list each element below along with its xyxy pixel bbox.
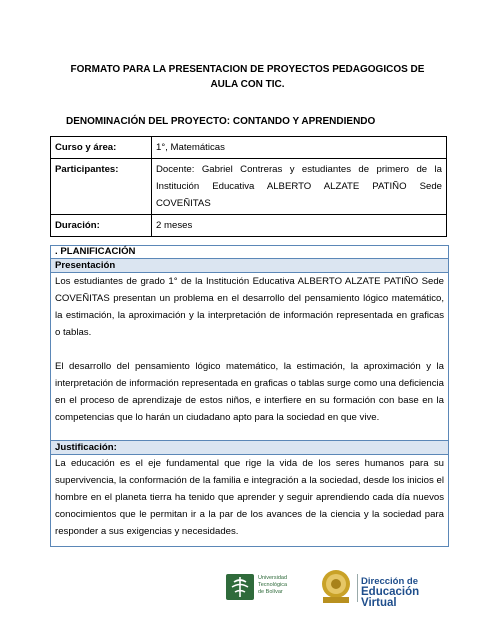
course-label: Curso y área: [51, 137, 152, 159]
presentation-paragraph-1: Los estudiantes de grado 1° de la Institución Educativa ALBERTO ALZATE PATIÑO Sede COVEÑITAS presentan un problema en el desarrollo del pensamiento lógico matemático, la estimación, la aproximación y la interpretación de información representada en graficas o tablas. [55, 276, 444, 338]
participants-value: Docente: Gabriel Contreras y estudiantes de primero de la Institución Educativa ALBERTO ALZATE PATIÑO Sede COVEÑITAS [152, 159, 447, 215]
participants-label: Participantes: [51, 159, 152, 215]
presentation-label: Presentación [51, 259, 448, 273]
course-value: 1°, Matemáticas [152, 137, 447, 159]
utb-line-2: Tecnológica [258, 582, 288, 588]
planning-heading: . PLANIFICACIÓN [51, 246, 448, 259]
utb-logo-icon [226, 574, 254, 600]
justification-paragraph: La educación es el eje fundamental que rige la vida de los seres humanos para su supervivencia, la conformación de la familia e integración a la sociedad, desde los inicios el hombre en el planeta tierra ha tenido que aprender y seguir aprendiendo cada día nuevos conocimientos que le permitan ir a la par de los avances de la ciencia y la sociedad para responder a sus exigencias y necesidades. [55, 458, 444, 537]
table-row [51, 159, 447, 215]
project-name: DENOMINACIÓN DEL PROYECTO: CONTANDO Y APRENDIENDO [66, 116, 376, 127]
table-row [51, 215, 447, 237]
utb-name [258, 575, 287, 596]
title-line-2: AULA CON TIC. [210, 79, 285, 90]
duration-label: Duración: [51, 215, 152, 237]
presentation-paragraph-2: El desarrollo del pensamiento lógico matemático, la estimación, la aproximación y la interpretación de información representada en graficas o tablas surge como una deficiencia en el proceso de aprendizaje de estos niños, e interfiere en su formación con base en la competencias que lo harán un ciudadano apto para la sociedad en que vive. [55, 361, 444, 423]
dev-line-2: Educación Virtual [361, 586, 420, 609]
virtual-education-logo [361, 576, 426, 609]
dev-line-1: Dirección de [361, 576, 419, 587]
utb-line-3: de Bolívar [258, 589, 283, 595]
utb-line-1: Universidad [258, 575, 288, 581]
justification-label: Justificación: [51, 440, 448, 455]
document-title [60, 62, 435, 92]
planning-section [50, 245, 449, 547]
title-line-1: FORMATO PARA LA PRESENTACION DE PROYECTOS PEDAGOGICOS DE [70, 64, 425, 75]
table-row [51, 137, 447, 159]
seal-icon [319, 568, 353, 604]
project-info-table [50, 136, 447, 237]
footer-logos [226, 566, 426, 609]
duration-value: 2 meses [152, 215, 447, 237]
